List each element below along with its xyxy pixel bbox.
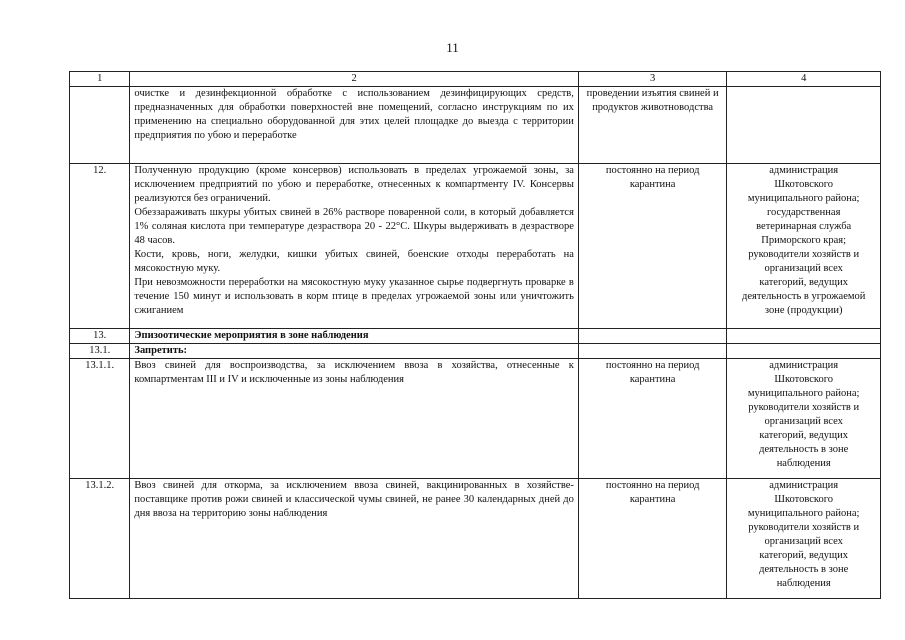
row-number: 12.	[70, 164, 130, 329]
responsible-line: деятельность в зоне	[759, 564, 849, 575]
term-cell	[578, 344, 726, 359]
column-header-2: 2	[130, 72, 579, 87]
term-cell: постоянно на период карантина	[578, 479, 726, 599]
responsible-line: категорий, ведущих	[759, 550, 848, 561]
responsible-line: руководители хозяйств и	[748, 522, 860, 533]
responsible-line: Шкотовского	[774, 179, 834, 190]
measure-cell	[130, 479, 579, 599]
responsible-cell	[727, 164, 881, 329]
responsible-line: Шкотовского	[774, 374, 834, 385]
measure-paragraph: Ввоз свиней для откорма, за исключением ввоза свиней, вакцинированных в хозяйстве-поставщике против рожи свиней и классической чумы свиней, не ранее 30 календарных дней до дня ввоза на территорию зоны наблюдения	[134, 480, 574, 519]
responsible-line: категорий, ведущих	[759, 430, 848, 441]
responsible-line: государственная	[766, 207, 841, 218]
responsible-cell	[727, 479, 881, 599]
term-cell: проведении изъятия свиней и продуктов животноводства	[578, 87, 726, 164]
term-cell: постоянно на период карантина	[578, 359, 726, 479]
measure-cell	[130, 359, 579, 479]
responsible-line: администрация	[769, 480, 839, 491]
responsible-line: администрация	[769, 165, 839, 176]
table-row	[70, 479, 881, 599]
responsible-line: Шкотовского	[774, 494, 834, 505]
row-number: 13.	[70, 329, 130, 344]
responsible-line: деятельность в зоне	[759, 444, 849, 455]
responsible-line: организаций всех	[764, 536, 843, 547]
table-header-row	[70, 72, 881, 87]
responsible-line: зоне (продукции)	[764, 305, 843, 316]
responsible-cell	[727, 359, 881, 479]
responsible-cell	[727, 344, 881, 359]
measures-table	[69, 71, 881, 599]
term-cell: постоянно на период карантина	[578, 164, 726, 329]
page-number: 11	[446, 40, 459, 55]
column-header-3: 3	[578, 72, 726, 87]
measure-paragraph: Полученную продукцию (кроме консервов) использовать в пределах угрожаемой зоны, за исключением предприятий по убою и переработке, отнесенных к компартменту IV. Консервы реализуются без ограничений.	[134, 165, 574, 204]
column-header-1: 1	[70, 72, 130, 87]
row-number	[70, 87, 130, 164]
responsible-line: муниципального района;	[747, 193, 860, 204]
measure-paragraph: Кости, кровь, ноги, желудки, кишки убитых свиней, боенские отходы переработать на мясокостную муку.	[134, 249, 574, 274]
table-row	[70, 344, 881, 359]
row-number: 13.1.1.	[70, 359, 130, 479]
table-row	[70, 87, 881, 164]
measure-paragraph: При невозможности переработки на мясокостную муку указанное сырье подвергнуть проварке в течение 150 минут и использовать в корм птице в пределах угрожаемой зоны или уничтожить сжиганием	[134, 277, 574, 316]
column-header-4: 4	[727, 72, 881, 87]
responsible-line: организаций всех	[764, 263, 843, 274]
row-number: 13.1.	[70, 344, 130, 359]
measure-cell	[130, 164, 579, 329]
section-heading: Запретить:	[130, 344, 579, 359]
responsible-line: муниципального района;	[747, 388, 860, 399]
table-row	[70, 164, 881, 329]
row-number: 13.1.2.	[70, 479, 130, 599]
section-heading: Эпизоотические мероприятия в зоне наблюдения	[130, 329, 579, 344]
measure-cell	[130, 87, 579, 164]
term-cell	[578, 329, 726, 344]
responsible-line: категорий, ведущих	[759, 277, 848, 288]
table-row	[70, 359, 881, 479]
responsible-line: деятельность в угрожаемой	[742, 291, 866, 302]
responsible-line: муниципального района;	[747, 508, 860, 519]
responsible-line: руководители хозяйств и	[748, 249, 860, 260]
responsible-line: администрация	[769, 360, 839, 371]
responsible-line: наблюдения	[776, 458, 831, 469]
measure-paragraph: Обеззараживать шкуры убитых свиней в 26% растворе поваренной соли, в который добавляется 1% соляная кислота при температуре дезраствора 20 - 22°С. Шкуры выдерживать в дезрастворе 48 часов.	[134, 207, 574, 246]
table-row	[70, 329, 881, 344]
responsible-line: наблюдения	[776, 578, 831, 589]
responsible-line: Приморского края;	[761, 235, 847, 246]
responsible-cell	[727, 87, 881, 164]
measure-paragraph: очистке и дезинфекционной обработке с использованием дезинфицирующих средств, предназначенных для обработки поверхностей вне помещений, согласно инструкциям по их применению на специально оборудованной для этих целей площадке до выезда с территории предприятия по убою и переработке	[134, 88, 574, 141]
responsible-cell	[727, 329, 881, 344]
measure-paragraph: Ввоз свиней для воспроизводства, за исключением ввоза в хозяйства, отнесенные к компартментам III и IV и исключенные из зоны наблюдения	[134, 360, 574, 385]
responsible-line: организаций всех	[764, 416, 843, 427]
responsible-line: руководители хозяйств и	[748, 402, 860, 413]
responsible-line: ветеринарная служба	[756, 221, 852, 232]
